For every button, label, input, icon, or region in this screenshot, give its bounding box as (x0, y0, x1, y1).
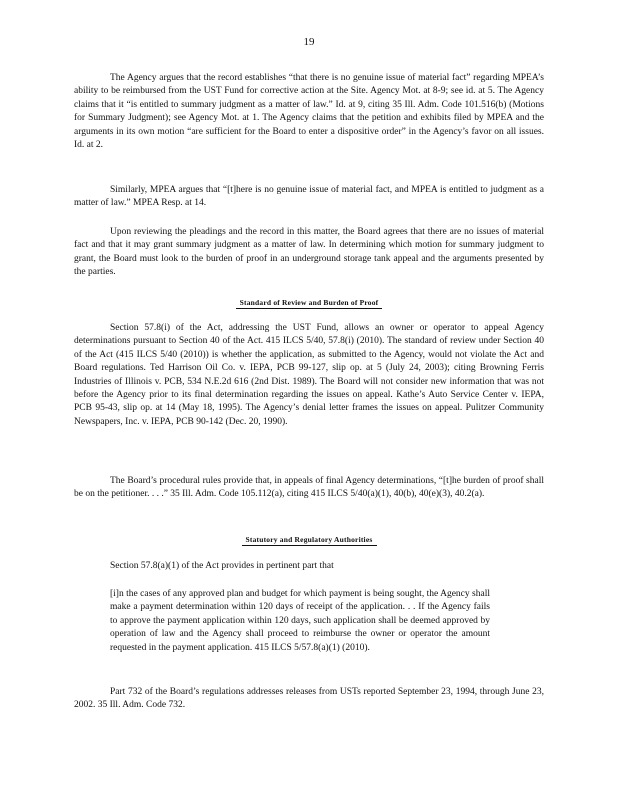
paragraph-text: Similarly, MPEA argues that “[t]here is no genuine issue of material fact, and MPEA is entitled to judgment as a matter of law.” MPEA Resp. at 14. (74, 185, 544, 209)
paragraph-text: Upon reviewing the pleadings and the record in this matter, the Board agrees that there are no issues of material fact and that it may grant summary judgment as a matter of law. In determining which motion for summary judgment to grant, the Board must look to the burden of proof in an underground storage tank appeal and the arguments presented by the parties. (74, 227, 544, 278)
paragraph-board-agrees (74, 226, 544, 280)
paragraph-text: Section 57.8(a)(1) of the Act provides in pertinent part that (110, 561, 334, 571)
paragraph-text: The Board’s procedural rules provide that, in appeals of final Agency determinations, “[t]he burden of proof shall be on the petitioner. . . .” 35 Ill. Adm. Code 105.112(a), citing 415 ILCS 5/40(a)(1), 40(b), 40(e)(3), 40.2(a). (74, 476, 544, 500)
paragraph-mpea-argument (74, 184, 544, 211)
paragraph-text: Section 57.8(i) of the Act, addressing the UST Fund, allows an owner or operator to appeal Agency determinations pursuant to Section 40 of the Act. 415 ILCS 5/40, 57.8(i) (2010). The standard of review under Section 40 of the Act (415 ILCS 5/40 (2010)) is whether the application, as submitted to the Agency, would not violate the Act and Board regulations. Ted Harrison Oil Co. v. IEPA, PCB 99-127, slip op. at 5 (July 24, 2003); citing Browning Ferris Industries of Illinois v. PCB, 534 N.E.2d 616 (2nd Dist. 1989). The Board will not consider new information that was not before the Agency prior to its final determination regarding the issues on appeal. Kathe’s Auto Service Center v. IEPA, PCB 95-43, slip op. at 14 (May 18, 1995). The Agency’s denial letter frames the issues on appeal. Pulitzer Community Newspapers, Inc. v. IEPA, PCB 90-142 (Dec. 20, 1990). (74, 323, 544, 427)
paragraph-burden-of-proof (74, 475, 544, 502)
section-heading-statutory-authorities: Statutory and Regulatory Authorities (0, 535, 618, 546)
paragraph-part-732 (74, 686, 544, 713)
paragraph-text: The Agency argues that the record establishes “that there is no genuine issue of material fact” regarding MPEA’s ability to be reimbursed from the UST Fund for corrective action at the Site. Agency Mot. at 8-9; see id. at 5. The Agency claims that it “is entitled to summary judgment as a matter of law.” Id. at 9, citing 35 Ill. Adm. Code 101.516(b) (Motions for Summary Judgment); see Agency Mot. at 1. The Agency claims that the petition and exhibits filed by MPEA and the arguments in its own motion “are sufficient for the Board to enter a dispositive order” in the Agency’s favor on all issues. Id. at 2. (74, 73, 544, 151)
section-heading-standard-of-review: Standard of Review and Burden of Proof (0, 298, 618, 309)
paragraph-section-intro (74, 560, 544, 573)
page-number: 19 (303, 36, 315, 48)
paragraph-agency-argument (74, 72, 544, 152)
paragraph-standard-of-review (74, 322, 544, 429)
paragraph-text: Part 732 of the Board’s regulations addresses releases from USTs reported September 23, 1994, through June 23, 2002. 35 Ill. Adm. Code 732. (74, 687, 544, 711)
block-quote-statute: [i]n the cases of any approved plan and budget for which payment is being sought, the Agency shall make a payment determination within 120 days of receipt of the application. . . If the Agency fails to approve the payment application within 120 days, such application shall be deemed approved by operation of law and the Agency shall proceed to reimburse the owner or operator the amount requested in the payment application. 415 ILCS 5/57.8(a)(1) (2010). (110, 589, 490, 653)
